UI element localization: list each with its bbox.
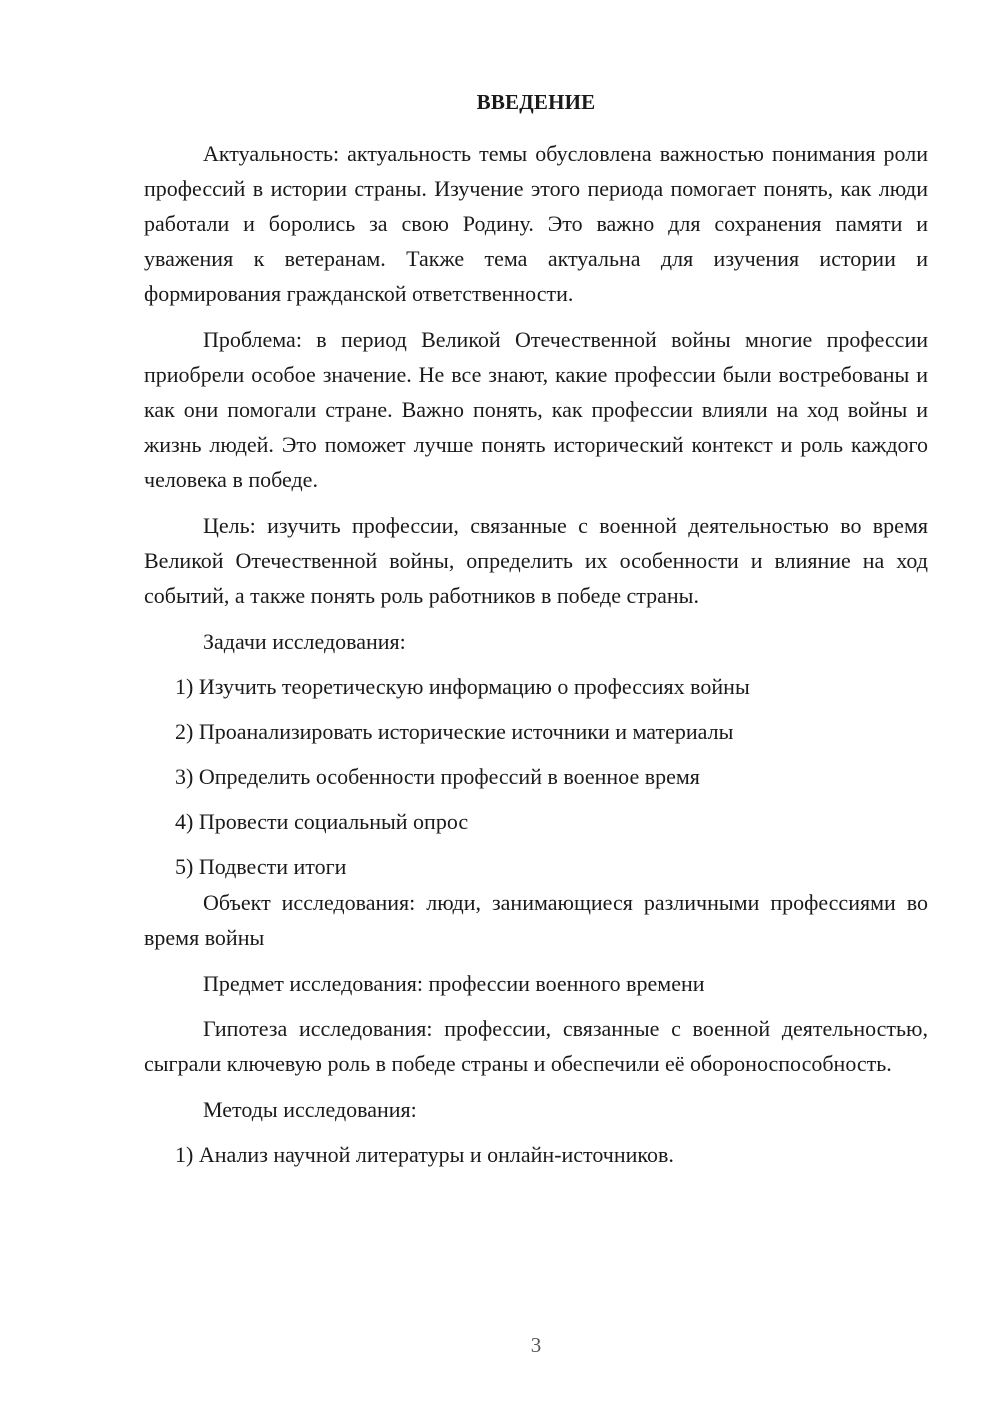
hypothesis-paragraph: Гипотеза исследования: профессии, связанные с военной деятельностью, сыграли ключевую роль в победе страны и обеспечили её обороноспособность. [144, 1016, 928, 1076]
goal-paragraph: Цель: изучить профессии, связанные с военной деятельностью во время Великой Отечественной войны, определить их особенности и влияние на ход событий, а также понять роль работников в победе страны. [144, 513, 928, 608]
tasks-heading: Задачи исследования: [203, 629, 406, 654]
tasks-list [144, 669, 928, 884]
section-heading: ВВЕДЕНИЕ [476, 90, 596, 114]
methods-list [144, 1137, 928, 1172]
list-item: 1) Изучить теоретическую информацию о профессиях войны [175, 674, 750, 699]
list-item: 2) Проанализировать исторические источники и материалы [175, 719, 734, 744]
object-paragraph: Объект исследования: люди, занимающиеся различными профессиями во время войны [144, 890, 928, 950]
relevance-paragraph: Актуальность: актуальность темы обусловлена важностью понимания роли профессий в истории страны. Изучение этого периода помогает понять, как люди работали и боролись за свою Родину. Это важно для сохранения памяти и уважения к ветеранам. Также тема актуальна для изучения истории и формирования гражданской ответственности. [144, 141, 928, 306]
subject-paragraph: Предмет исследования: профессии военного времени [203, 971, 705, 996]
list-item: 3) Определить особенности профессий в военное время [175, 764, 700, 789]
problem-paragraph: Проблема: в период Великой Отечественной войны многие профессии приобрели особое значение. Не все знают, какие профессии были востребованы и как они помогали стране. Важно понять, как профессии влияли на ход войны и жизнь людей. Это поможет лучше понять исторический контекст и роль каждого человека в победе. [144, 327, 928, 492]
list-item: 5) Подвести итоги [175, 854, 347, 879]
list-item: 4) Провести социальный опрос [175, 809, 469, 834]
methods-heading: Методы исследования: [203, 1097, 417, 1122]
page-number: 3 [530, 1333, 542, 1357]
document-page [144, 90, 928, 1182]
list-item: 1) Анализ научной литературы и онлайн-источников. [175, 1142, 674, 1167]
